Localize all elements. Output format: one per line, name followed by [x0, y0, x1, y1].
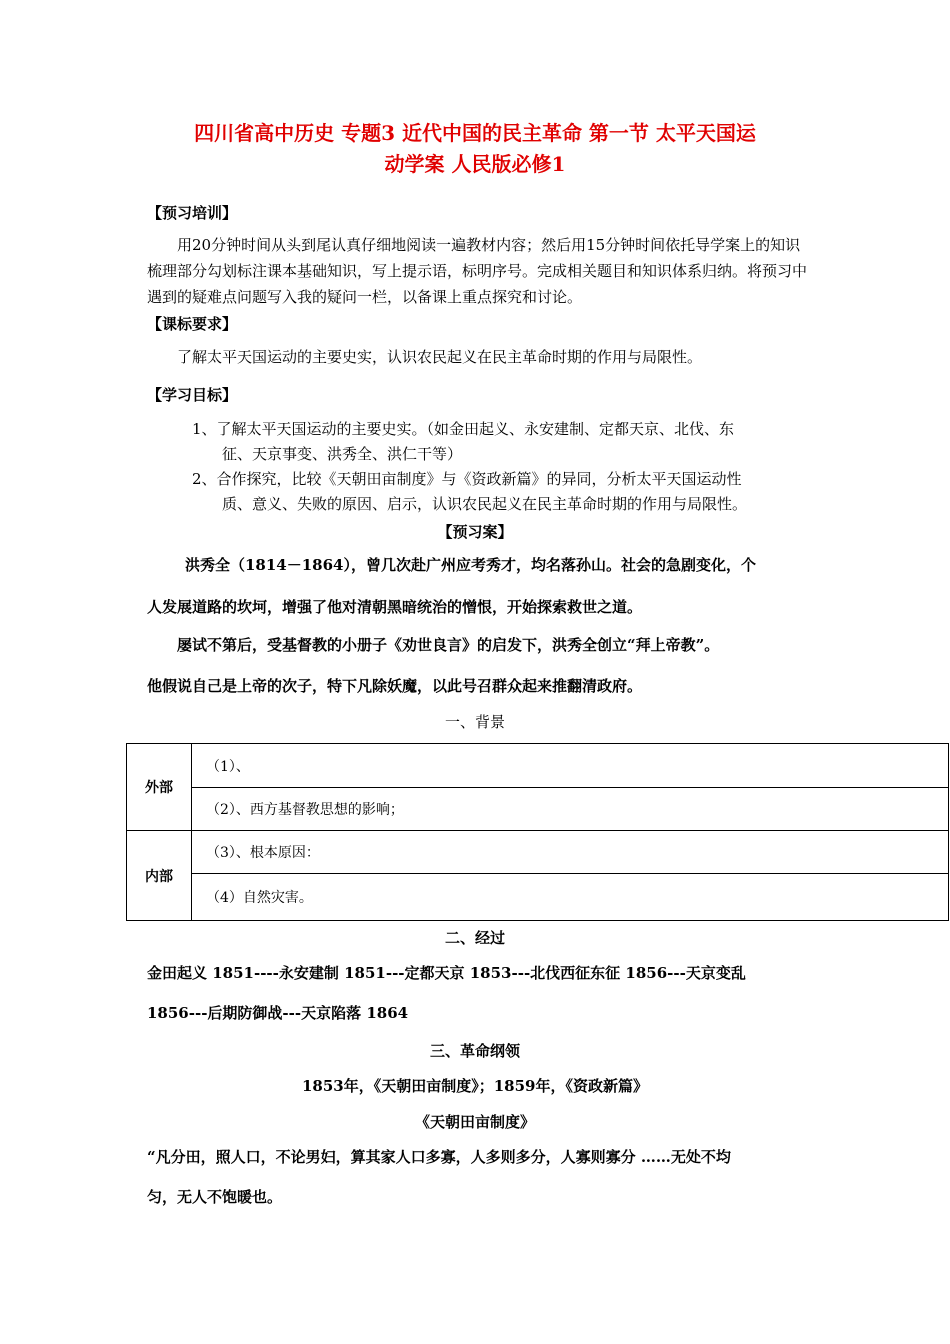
preview-p1-line-1: 洪秀全（1814－1864），曾几次赴广州应考秀才，均名落孙山。社会的急剧变化，个	[185, 556, 756, 574]
title-line-2: 动学案 人民版必修1	[384, 152, 566, 176]
objective-2-line-2: 质、意义、失败的原因、启示，认识农民起义在民主革命时期的作用与局限性。	[222, 495, 748, 513]
title-line-1: 四川省高中历史 专题3 近代中国的民主革命 第一节 太平天国运	[194, 121, 756, 145]
internal-label: 内部	[127, 831, 192, 921]
preview-p1-line-2: 人发展道路的坎坷，增强了他对清朝黑暗统治的憎恨，开始探索救世之道。	[147, 598, 643, 616]
process-line-1: 金田起义 1851----永安建制 1851---定都天京 1853---北伐西征东征 1856---天京变乱	[147, 964, 746, 982]
background-row-4: （4）自然灾害。	[192, 874, 949, 921]
background-row-3: （3）、根本原因：	[192, 831, 949, 874]
curriculum-text: 了解太平天国运动的主要史实，认识农民起义在民主革命时期的作用与局限性。	[177, 348, 703, 366]
program-heading: 三、革命纲领	[429, 1042, 520, 1060]
preview-p2-line-2: 他假说自己是上帝的次子，特下凡除妖魔，以此号召群众起来推翻清政府。	[147, 677, 643, 695]
curriculum-heading: 【课标要求】	[147, 315, 238, 333]
process-line-2: 1856---后期防御战---天京陷落 1864	[147, 1004, 409, 1022]
objective-1-line-1: 1、了解太平天国运动的主要史实。（如金田起义、永安建制、定都天京、北伐、东	[192, 420, 735, 438]
preview-training-heading: 【预习培训】	[147, 204, 238, 222]
document-title	[100, 118, 850, 180]
objective-1-line-2: 征、天京事变、洪秀全、洪仁干等）	[222, 445, 463, 463]
objectives-heading: 【学习目标】	[147, 386, 238, 404]
preview-p2-line-1: 屡试不第后，受基督教的小册子《劝世良言》的启发下，洪秀全创立“拜上帝教”。	[177, 636, 720, 654]
background-row-2: （2）、西方基督教思想的影响；	[192, 788, 949, 831]
background-table	[126, 743, 949, 921]
process-heading: 二、经过	[444, 929, 505, 947]
program-quote-line-1: “凡分田，照人口，不论男妇，算其家人口多寡，人多则多分，人寡则寡分 ……无处不均	[147, 1148, 731, 1166]
external-label: 外部	[127, 744, 192, 831]
program-quote-line-2: 匀，无人不饱暖也。	[147, 1188, 283, 1206]
program-doc-title: 《天朝田亩制度》	[414, 1113, 535, 1131]
program-subline: 1853年，《天朝田亩制度》；1859年，《资政新篇》	[302, 1077, 648, 1095]
background-heading: 一、背景	[444, 713, 505, 731]
preview-training-text: 用20分钟时间从头到尾认真仔细地阅读一遍教材内容；然后用15分钟时间依托导学案上的知识梳理部分勾划标注课本基础知识，写上提示语，标明序号。完成相关题目和知识体系归纳。将预习中遇到的疑难点问题写入我的疑问一栏，以备课上重点探究和讨论。	[147, 236, 808, 306]
preview-case-heading: 【预习案】	[437, 523, 513, 541]
objective-2-line-1: 2、合作探究，比较《天朝田亩制度》与《资政新篇》的异同，分析太平天国运动性	[192, 470, 742, 488]
background-row-1: （1）、	[192, 744, 949, 788]
